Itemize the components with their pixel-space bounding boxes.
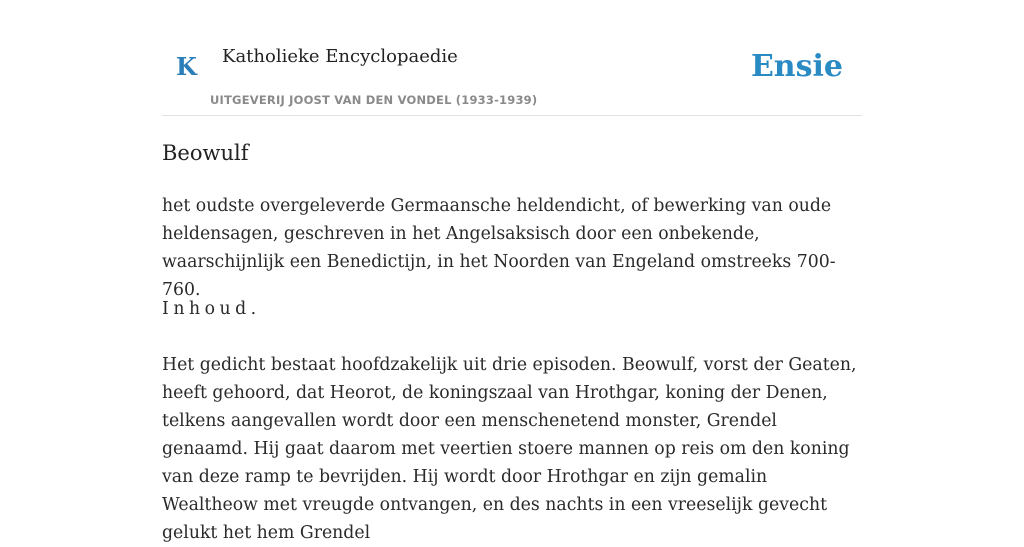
publisher-label: UITGEVERIJ JOOST VAN DEN VONDEL (1933-1939) bbox=[210, 93, 538, 107]
article-title: Beowulf bbox=[162, 141, 249, 165]
header bbox=[162, 0, 862, 116]
book-logo-link[interactable]: K bbox=[176, 52, 197, 81]
site-logo-link[interactable]: Ensie bbox=[750, 49, 843, 84]
article-paragraph-intro: het oudste overgeleverde Germaansche heldendicht, of bewerking van oude heldensagen, geschreven in het Angelsaksisch door een onbekende, waarschijnlijk een Benedictijn, in het Noorden van Engeland omstreeks 700-760. bbox=[162, 196, 836, 300]
article-paragraph-body: Het gedicht bestaat hoofdzakelijk uit drie episoden. Beowulf, vorst der Geaten, heeft gehoord, dat Heorot, de koningszaal van Hrothgar, koning der Denen, telkens aangevallen wordt door een menschenetend monster, Grendel genaamd. Hij gaat daarom met veertien stoere mannen op reis om den koning van deze ramp te bevrijden. Hij wordt door Hrothgar en zijn gemalin Wealtheow met vreugde ontvangen, en des nachts in een vreeselijk gevecht gelukt het hem Grendel bbox=[162, 355, 857, 543]
content-column bbox=[162, 0, 862, 543]
section-heading-inhoud: Inhoud. bbox=[162, 299, 261, 319]
book-title[interactable]: Katholieke Encyclopaedie bbox=[222, 46, 458, 67]
